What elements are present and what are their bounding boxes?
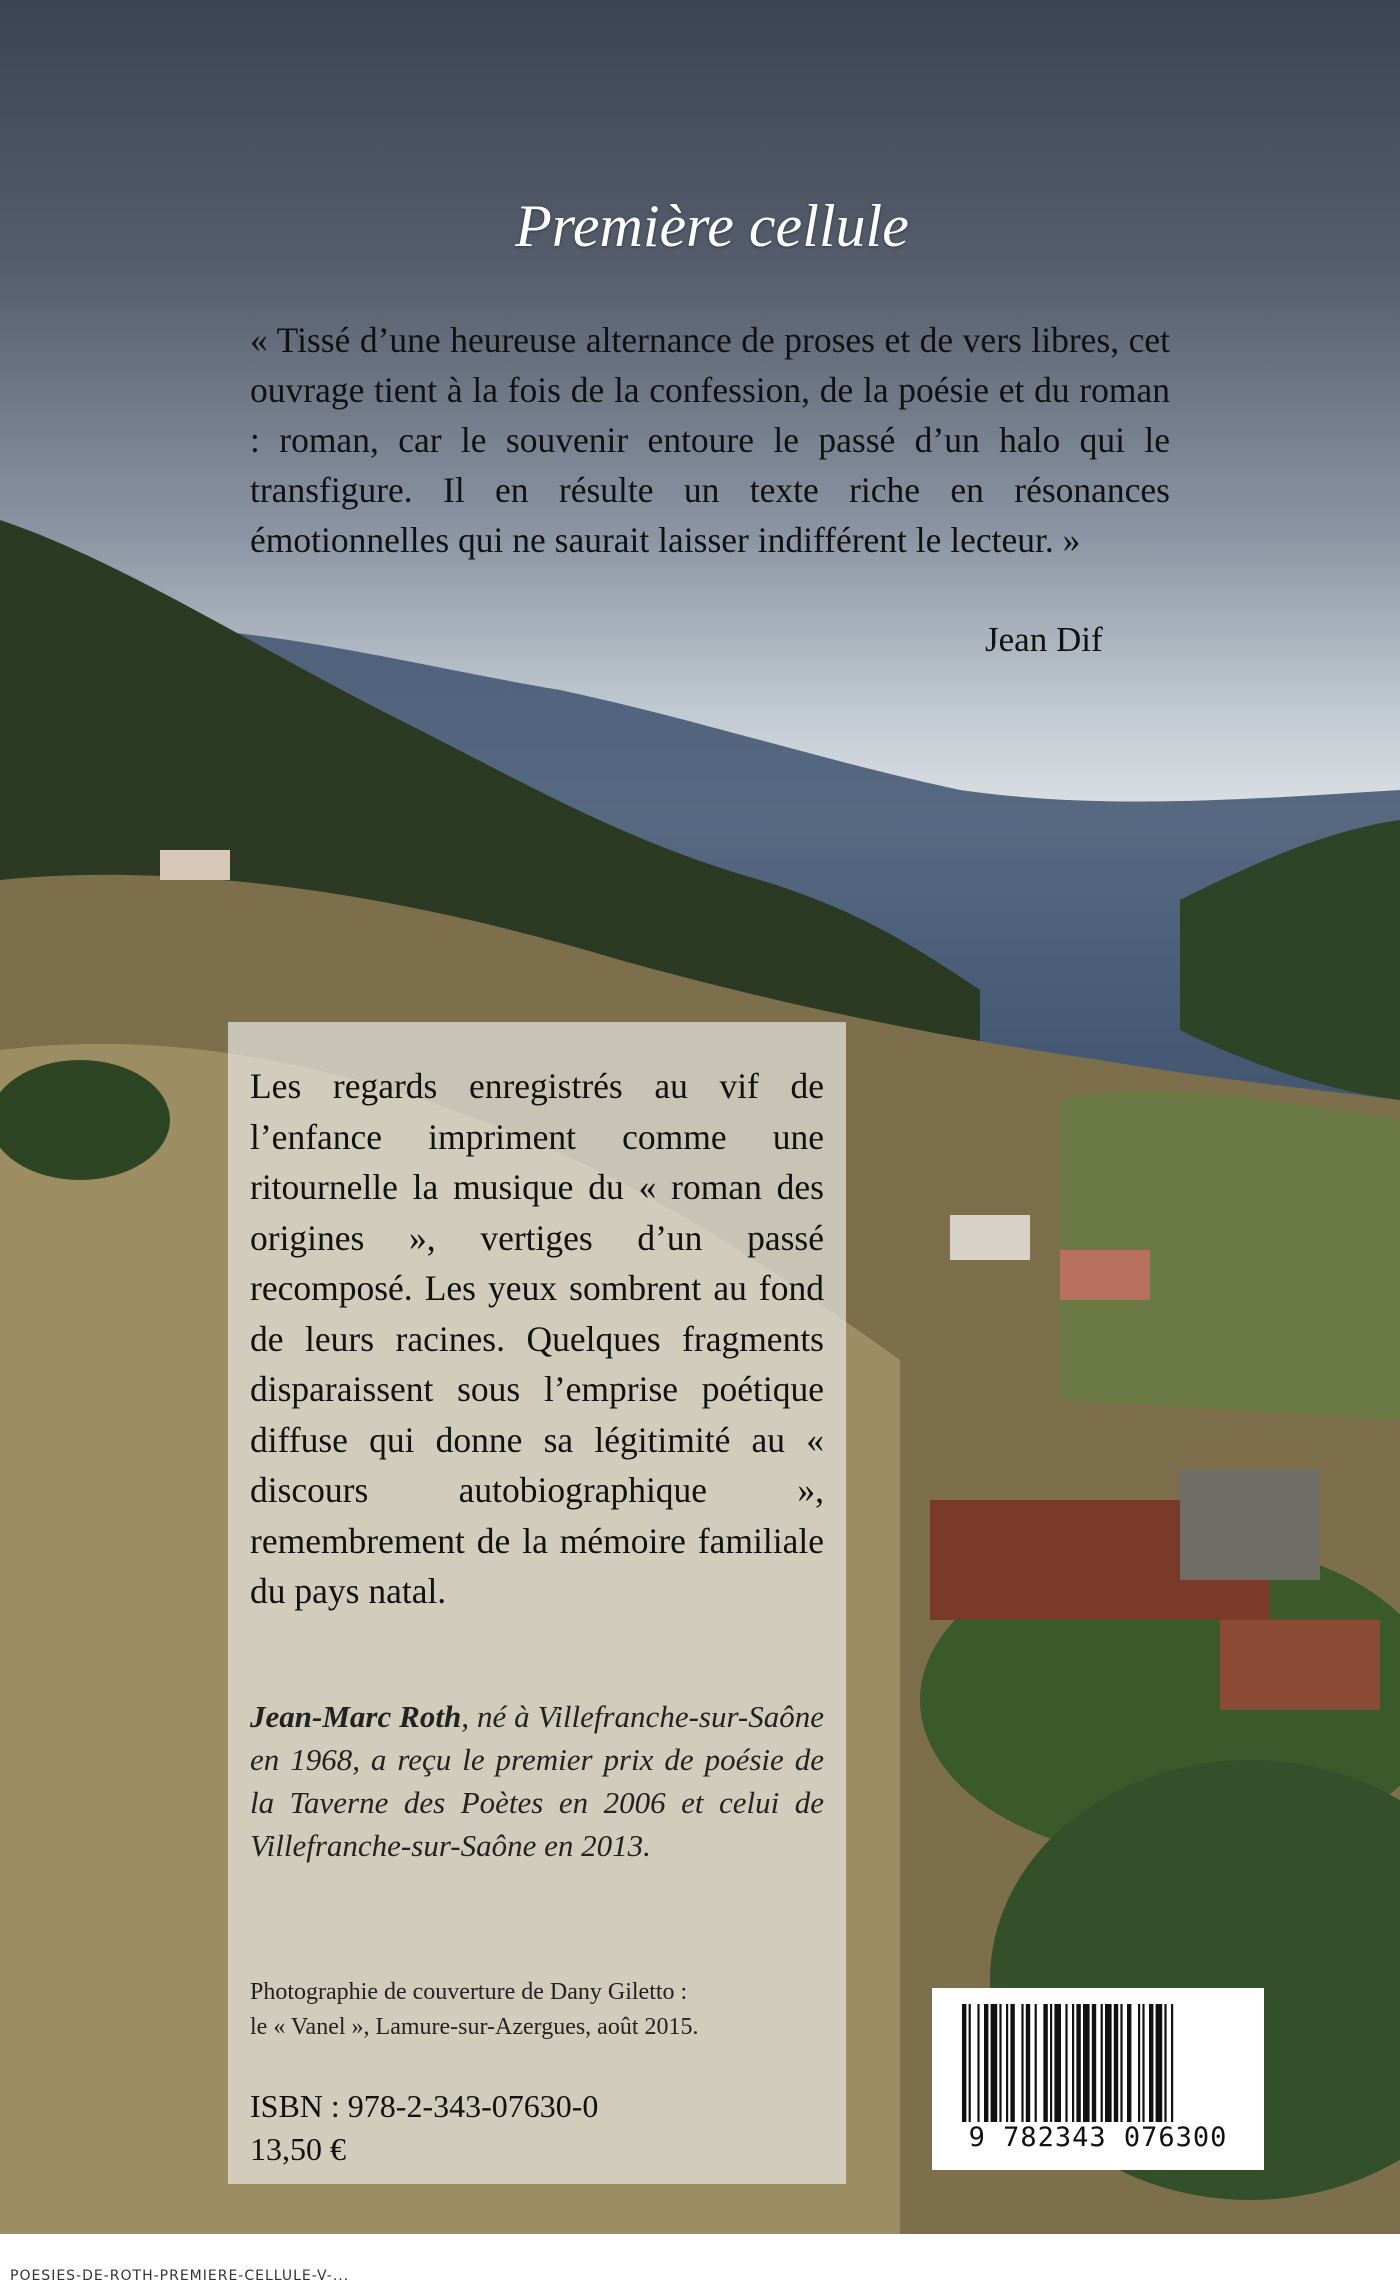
isbn: ISBN : 978-2-343-07630-0 [250, 2088, 599, 2124]
barcode-bar [1171, 2004, 1173, 2122]
book-title: Première cellule [515, 193, 909, 259]
barcode-bar [1072, 2004, 1074, 2122]
barcode-bars [962, 2004, 1234, 2122]
barcode-bar [1026, 2004, 1030, 2122]
barcode-bar [1120, 2004, 1122, 2122]
barcode-digits: 9 782343 076300 [968, 2122, 1228, 2153]
barcode-bar [1156, 2004, 1163, 2122]
barcode-bar [962, 2004, 966, 2122]
barcode-bar [999, 2004, 1001, 2122]
barcode-bar [1076, 2004, 1080, 2122]
barcode-bar [1006, 2004, 1008, 2122]
barcode-bar [1035, 2004, 1037, 2122]
barcode-bar [1043, 2004, 1047, 2122]
barcode-bar [984, 2004, 988, 2122]
barcode-bar [1092, 2004, 1096, 2122]
photo-credit-line-1: Photographie de couverture de Dany Giletto : [250, 1979, 688, 2005]
footer-text: POESIES-DE-ROTH-PREMIERE-CELLULE-V-... [10, 2268, 350, 2284]
barcode-bar [1105, 2004, 1112, 2122]
photo-credit-line-2: le « Vanel », Lamure-sur-Azergues, août 2015. [250, 2014, 699, 2040]
barcode-bar [969, 2004, 971, 2122]
barcode-bar [1138, 2004, 1140, 2122]
barcode-bar [1101, 2004, 1103, 2122]
barcode-bar [1054, 2004, 1061, 2122]
barcode-bar [1142, 2004, 1144, 2122]
price: 13,50 € [250, 2131, 346, 2167]
review-quote: « Tissé d’une heureuse alternance de proses et de vers libres, cet ouvrage tient à la fois de la confession, de la poésie et du roman : roman, car le souvenir entoure le passé d’un halo qui le transfigure. Il en résulte un texte riche en résonances émotionnelles qui ne saurait laisser indifférent le lecteur. » [250, 320, 1170, 560]
barcode-bar [1065, 2004, 1067, 2122]
barcode-bar [1021, 2004, 1023, 2122]
barcode-bar [1010, 2004, 1014, 2122]
barcode [932, 1988, 1264, 2170]
barcode-bar [1114, 2004, 1118, 2122]
author-name: Jean-Marc Roth [250, 1699, 462, 1734]
barcode-bar [1149, 2004, 1153, 2122]
author-bio [250, 1695, 824, 1867]
barcode-bar [1050, 2004, 1052, 2122]
author-bio-text: , né à Villefranche-sur-Saône en 1968, a reçu le premier prix de poésie de la Taverne des Poètes en 2006 et celui de Villefranche-sur-Saône en 2013. [250, 1699, 824, 1863]
barcode-bar [1083, 2004, 1090, 2122]
book-blurb: Les regards enregistrés au vif de l’enfance impriment comme une ritournelle la musique du « roman des origines », vertiges d’un passé recomposé. Les yeux sombrent au fond de leurs racines. Quelques fragments disparaissent sous l’emprise poétique diffuse qui donne sa légitimité au « discours autobiographique », remembrement de la mémoire familiale du pays natal. [250, 1066, 824, 1611]
barcode-bar [1127, 2004, 1131, 2122]
barcode-bar [991, 2004, 998, 2122]
photo-credit [250, 1975, 830, 2045]
barcode-bar [1164, 2004, 1166, 2122]
barcode-bar [977, 2004, 979, 2122]
quote-author: Jean Dif [985, 620, 1103, 659]
